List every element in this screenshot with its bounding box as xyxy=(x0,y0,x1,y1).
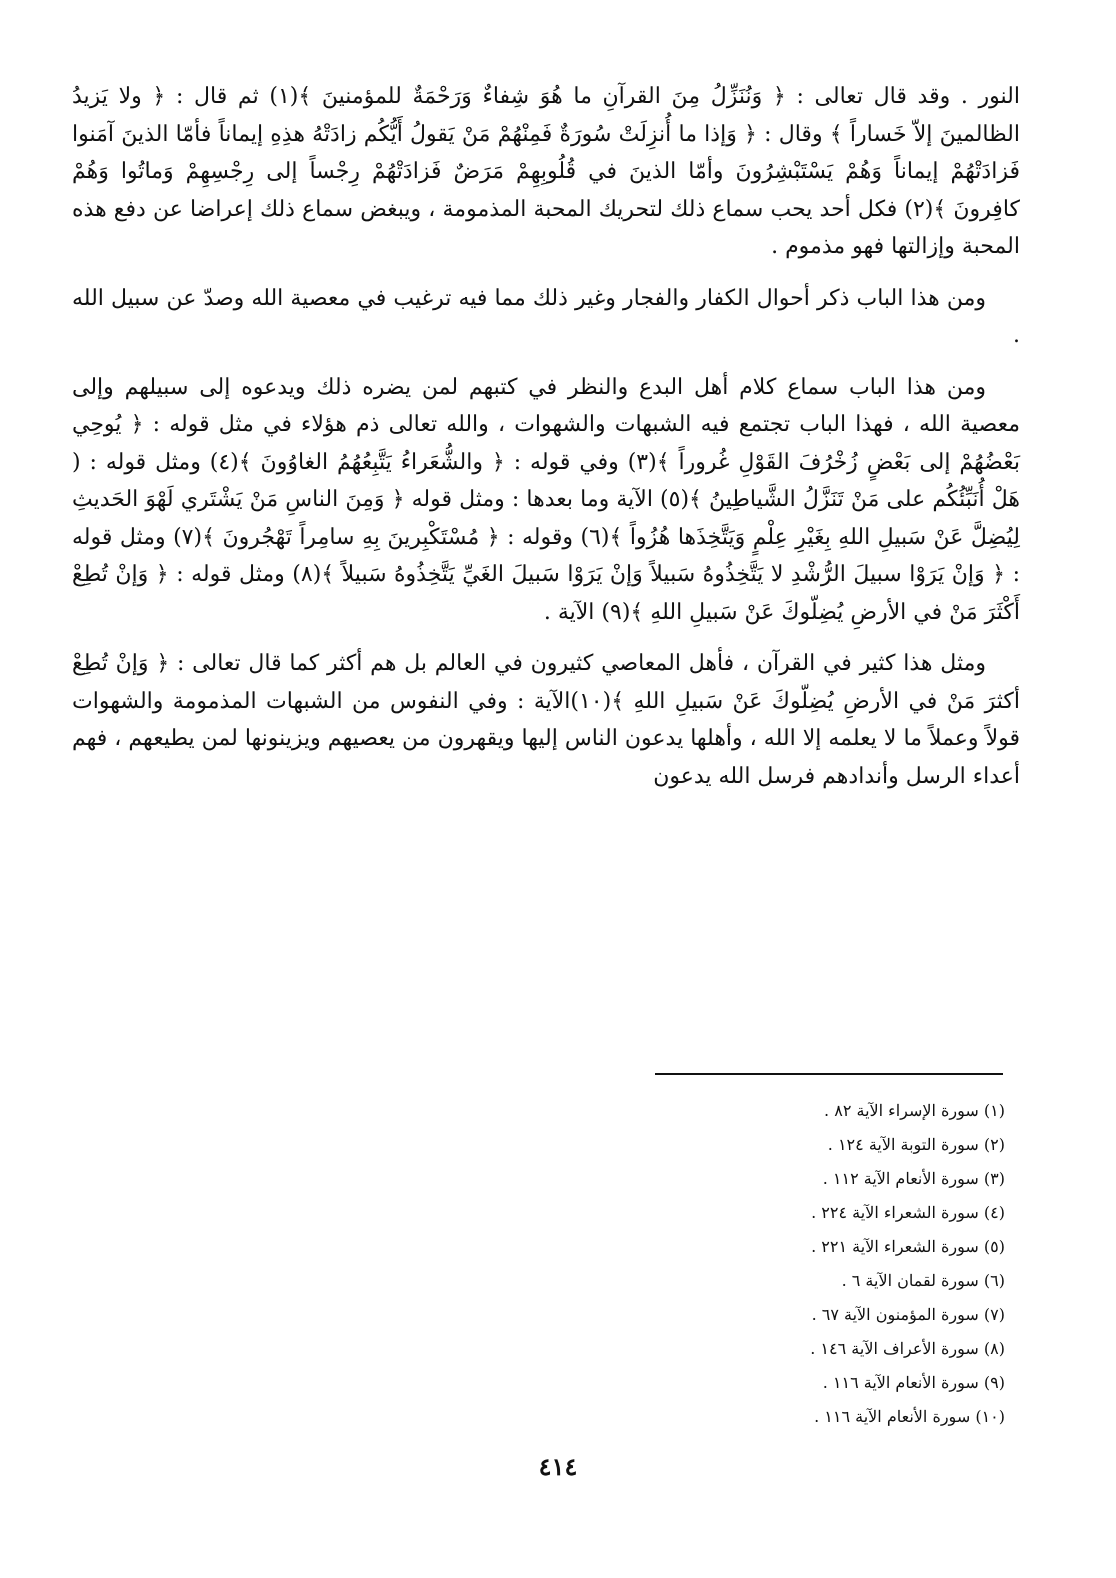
paragraph-1: النور . وقد قال تعالى : ﴿ وَنُنَزِّلُ مِنَ القرآنِ ما هُوَ شِفاءٌ وَرَحْمَةٌ للمؤمنينَ ﴾(١) ثم قال : ﴿ ولا يَزيدُ الظالمينَ إلاّ خَساراً ﴾ وقال : ﴿ وَإذا ما أُنزِلَتْ سُورَةٌ فَمِنْهُمْ مَنْ يَقولُ أَيُّكُم زادَتْهُ هذِهِ إيماناً فأمّا الذينَ آمَنوا فَزادَتْهُمْ إيماناً وَهُمْ يَسْتَبْشِرُونَ وأمّا الذينَ في قُلُوبِهِمْ مَرَضٌ فَزادَتْهُمْ رِجْساً إلى رِجْسِهِمْ وَماتُوا وَهُمْ كافِرونَ ﴾(٢) فكل أحد يحب سماع ذلك لتحريك المحبة المذمومة ، ويبغض سماع ذلك إعراضا عن دفع هذه المحبة وإزالتها فهو مذموم . xyxy=(72,84,1020,259)
footnote-6: (٦) سورة لقمان الآية ٦ . xyxy=(841,1271,1005,1290)
footnote-7: (٧) سورة المؤمنون الآية ٦٧ . xyxy=(811,1305,1005,1324)
footnote-2: (٢) سورة التوبة الآية ١٢٤ . xyxy=(827,1135,1005,1154)
paragraph-4: ومثل هذا كثير في القرآن ، فأهل المعاصي كثيرون في العالم بل هم أكثر كما قال تعالى : ﴿ وَإنْ تُطِعْ أكثرَ مَنْ في الأرضِ يُضِلّوكَ عَنْ سَبيلِ اللهِ ﴾(١٠)الآية : وفي النفوس من الشبهات المذمومة والشهوات قولاً وعملاً ما لا يعلمه إلا الله ، وأهلها يدعون الناس إليها ويقهرون من يعصيهم ويزينونها لمن يطيعهم ، فهم أعداء الرسل وأندادهم فرسل الله يدعون xyxy=(72,651,1020,789)
footnote-5: (٥) سورة الشعراء الآية ٢٢١ . xyxy=(811,1237,1005,1256)
footnote-8: (٨) سورة الأعراف الآية ١٤٦ . xyxy=(810,1339,1005,1358)
body-text xyxy=(72,78,1020,809)
footnote-1: (١) سورة الإسراء الآية ٨٢ . xyxy=(824,1101,1005,1120)
page-number: ٤١٤ xyxy=(538,1452,578,1481)
paragraph-2: ومن هذا الباب ذكر أحوال الكفار والفجار وغير ذلك مما فيه ترغيب في معصية الله وصدّ عن سبيل الله . xyxy=(72,285,1020,348)
footnote-3: (٣) سورة الأنعام الآية ١١٢ . xyxy=(822,1169,1005,1188)
footnote-10: (١٠) سورة الأنعام الآية ١١٦ . xyxy=(814,1407,1005,1426)
footnote-9: (٩) سورة الأنعام الآية ١١٦ . xyxy=(822,1373,1005,1392)
footnotes xyxy=(600,1094,1005,1434)
footnote-divider xyxy=(655,1073,1003,1075)
footnote-4: (٤) سورة الشعراء الآية ٢٢٤ . xyxy=(811,1203,1005,1222)
paragraph-3: ومن هذا الباب سماع كلام أهل البدع والنظر في كتبهم لمن يضره ذلك ويدعوه إلى سبيلهم وإلى معصية الله ، فهذا الباب تجتمع فيه الشبهات والشهوات ، والله تعالى ذم هؤلاء في مثل قوله : ﴿ يُوحِي بَعْضُهُمْ إلى بَعْضٍ زُخْرُفَ القَوْلِ غُروراً ﴾(٣) وفي قوله : ﴿ والشُّعَراءُ يَتَّبِعُهُمُ الغاوُونَ ﴾(٤) ومثل قوله : ( هَلْ أُنَبِّئُكُم على مَنْ تَنَزَّلُ الشَّياطِينُ ﴾(٥) الآية وما بعدها : ومثل قوله ﴿ وَمِنَ الناسِ مَنْ يَشْتَري لَهْوَ الحَديثِ لِيُضِلَّ عَنْ سَبيلِ اللهِ بِغَيْرِ عِلْمٍ وَيَتَّخِذَها هُزُواً ﴾(٦) وقوله : ﴿ مُسْتَكْبِرينَ بِهِ سامِراً تَهْجُرونَ ﴾(٧) ومثل قوله : ﴿ وَإنْ يَرَوْا سبيلَ الرُّشْدِ لا يَتَّخِذُوهُ سَبيلاً وَإنْ يَرَوْا سَبيلَ الغَيِّ يَتَّخِذُوهُ سَبيلاً ﴾(٨) ومثل قوله : ﴿ وَإنْ تُطِعْ أَكْثَرَ مَنْ في الأرضِ يُضِلّوكَ عَنْ سَبيلِ اللهِ ﴾(٩) الآية . xyxy=(72,374,1020,625)
